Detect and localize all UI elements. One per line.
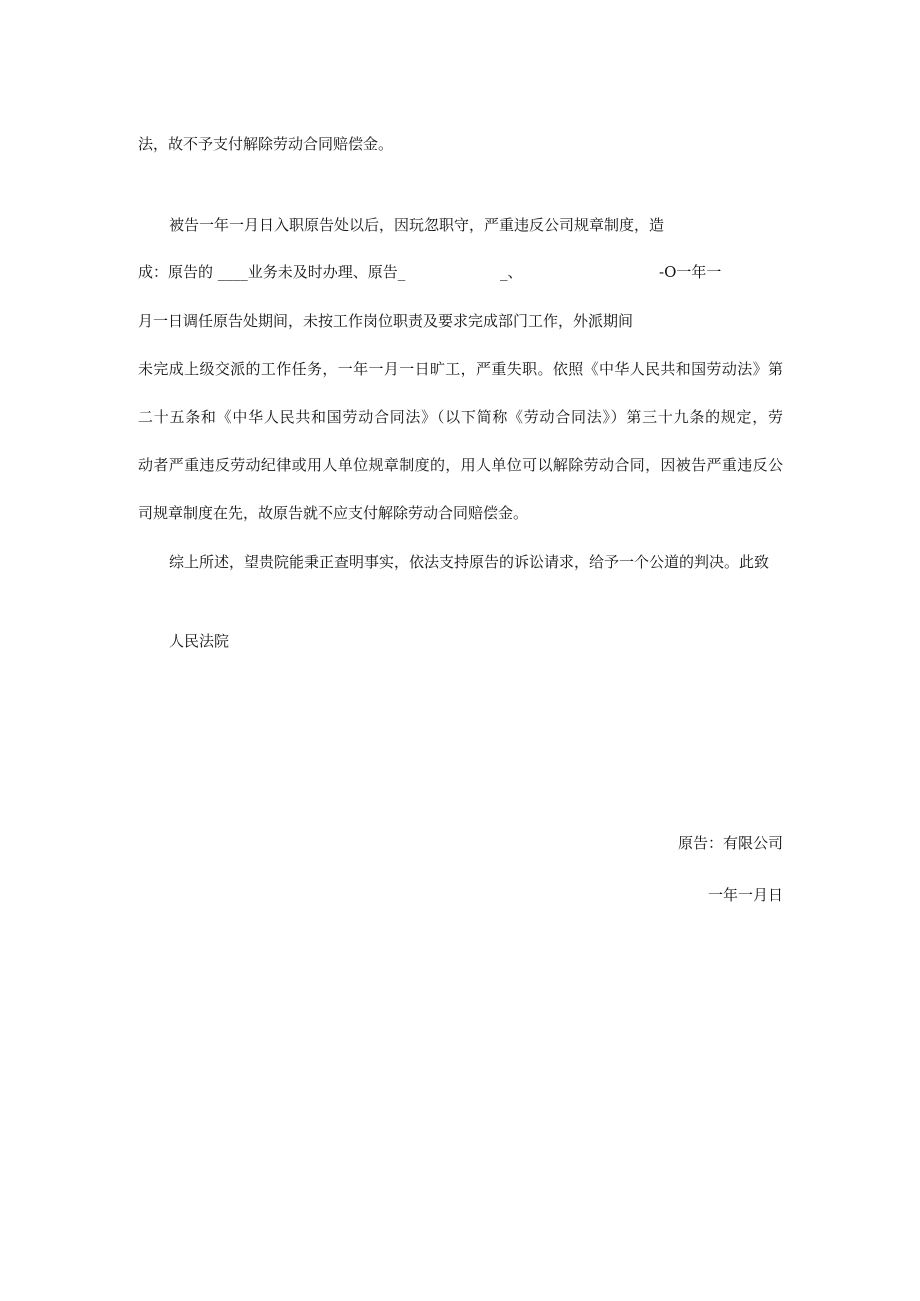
signature-plaintiff: 原告：有限公司: [677, 834, 783, 852]
court-name: 人民法院: [169, 632, 230, 650]
paragraph-2-line-1: 被告一年一月日入职原告处以后，因玩忽职守，严重违反公司规章制度，造: [169, 216, 665, 234]
paragraph-2-line-5: 二十五条和《中华人民共和国劳动合同法》（以下简称《劳动合同法》）第三十九条的规定，劳: [138, 408, 783, 426]
paragraph-2-line-7: 司规章制度在先，故原告就不应支付解除劳动合同赔偿金。: [138, 504, 529, 522]
paragraph-2-line-2-part-1: 成：原告的 ____业务未及时办理、原告_: [138, 263, 406, 281]
paragraph-2-line-3: 月一日调任原告处期间，未按工作岗位职责及要求完成部门工作，外派期间: [138, 312, 634, 330]
paragraph-2-line-2-part-2: _、: [500, 263, 523, 281]
paragraph-2-line-6: 动者严重违反劳动纪律或用人单位规章制度的，用人单位可以解除劳动合同，因被告严重违反公: [138, 456, 783, 474]
paragraph-3-line: 综上所述，望贵院能秉正查明事实，依法支持原告的诉讼请求，给予一个公道的判决。此致: [169, 553, 770, 571]
paragraph-2-line-2-part-3: -O一年一: [659, 263, 722, 281]
paragraph-2-line-4: 未完成上级交派的工作任务，一年一月一日旷工，严重失职。依照《中华人民共和国劳动法》第: [138, 360, 783, 378]
paragraph-2-line-2: [138, 262, 738, 282]
signature-date: 一年一月日: [707, 886, 783, 904]
paragraph-1-line: 法，故不予支付解除劳动合同赔偿金。: [138, 135, 394, 153]
